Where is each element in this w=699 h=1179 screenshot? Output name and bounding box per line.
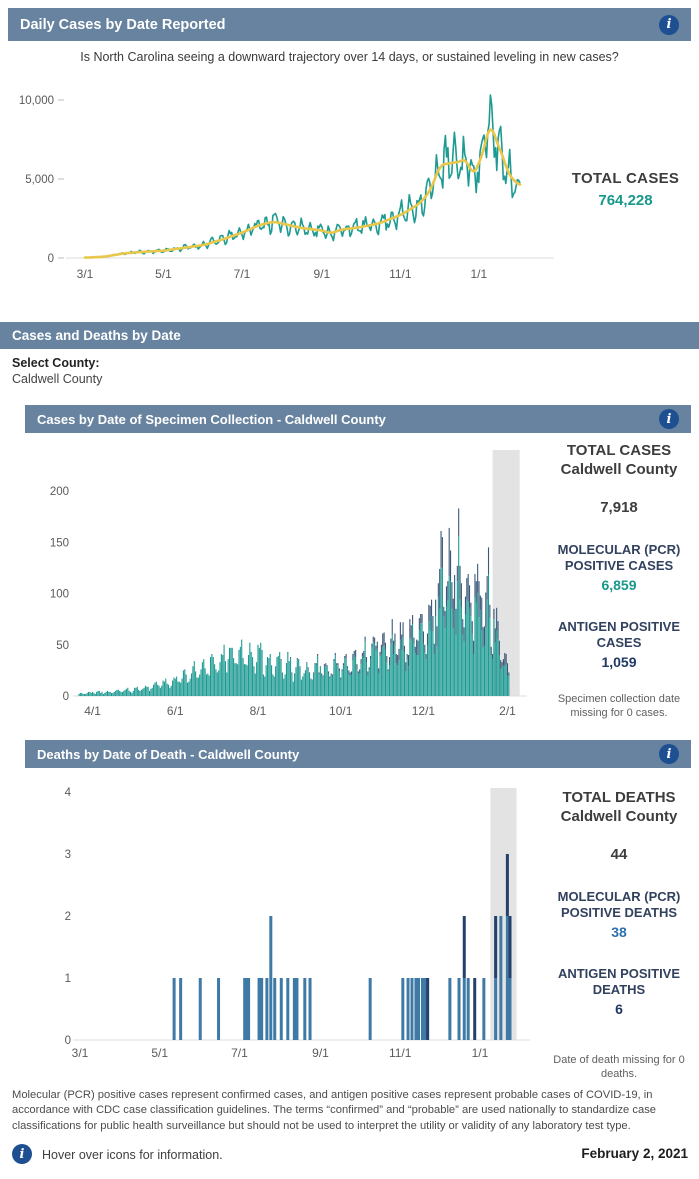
svg-text:12/1: 12/1 — [411, 704, 436, 718]
deaths-total-heading — [543, 788, 695, 826]
antigen-deaths-value: 6 — [615, 1001, 623, 1017]
section-header-cases-deaths — [0, 322, 699, 349]
panel-title-daily-cases: Daily Cases by Date Reported — [20, 16, 226, 33]
svg-text:9/1: 9/1 — [312, 1046, 329, 1060]
footer-disclaimer: Molecular (PCR) positive cases represent confirmed cases, and antigen positive cases represent probable cases of COVID-19, in accordance with CDC case classification guidelines. The terms “confirmed” and “probable” are used nationally to standardize case classifications for public health surveillance but should not be used to interpret the utility or validity of any laboratory test type. — [12, 1089, 657, 1132]
hover-note: Hover over icons for information. — [42, 1148, 223, 1162]
svg-text:10,000: 10,000 — [18, 95, 54, 107]
total-cases-block — [552, 170, 699, 209]
select-county-label: Select County: — [12, 356, 100, 370]
panel-header-daily-cases — [8, 8, 691, 41]
panel-title-deaths: Deaths by Date of Death - Caldwell County — [37, 746, 300, 762]
cases-total-value: 7,918 — [600, 499, 638, 516]
svg-text:50: 50 — [56, 639, 69, 652]
cases-total-heading — [543, 441, 695, 479]
info-icon-glyph: i — [19, 1146, 25, 1162]
svg-text:9/1: 9/1 — [313, 267, 331, 281]
info-icon-glyph: i — [666, 411, 672, 427]
deaths-county-label: Caldwell County — [560, 808, 678, 825]
deaths-total-label: TOTAL DEATHS — [562, 789, 676, 806]
footer-row — [0, 1142, 699, 1168]
pcr-cases-label: MOLECULAR (PCR) POSITIVE CASES — [557, 542, 681, 573]
deaths-missing-note: Date of death missing for 0 deaths. — [553, 1054, 685, 1080]
panel-title-cases-specimen: Cases by Date of Specimen Collection - Caldwell County — [37, 411, 386, 427]
antigen-cases-label: ANTIGEN POSITIVE CASES — [557, 619, 681, 650]
daily-cases-line-chart[interactable] — [8, 68, 558, 290]
info-icon[interactable] — [659, 15, 679, 35]
section-title: Cases and Deaths by Date — [12, 328, 181, 343]
info-icon-glyph: i — [666, 746, 672, 762]
svg-text:0: 0 — [47, 253, 54, 265]
svg-text:2/1: 2/1 — [499, 704, 516, 718]
report-date: February 2, 2021 — [581, 1146, 688, 1161]
total-cases-label: TOTAL CASES — [571, 170, 680, 187]
info-icon[interactable] — [659, 409, 679, 429]
svg-text:8/1: 8/1 — [249, 704, 267, 718]
deaths-bar-chart[interactable] — [25, 773, 540, 1073]
svg-text:7/1: 7/1 — [233, 267, 251, 281]
svg-text:7/1: 7/1 — [231, 1046, 248, 1060]
antigen-deaths-label: ANTIGEN POSITIVE DEATHS — [557, 966, 681, 997]
info-icon[interactable] — [659, 744, 679, 764]
svg-text:6/1: 6/1 — [166, 704, 184, 718]
svg-text:3: 3 — [64, 849, 71, 861]
svg-text:10/1: 10/1 — [329, 704, 353, 718]
selected-county-value[interactable]: Caldwell County — [12, 372, 103, 386]
info-icon-glyph: i — [666, 17, 672, 32]
cases-missing-note: Specimen collection date missing for 0 cases. — [557, 693, 681, 719]
county-selector — [12, 356, 102, 386]
svg-text:0: 0 — [64, 1035, 71, 1047]
svg-text:0: 0 — [62, 691, 69, 703]
svg-text:4/1: 4/1 — [84, 704, 101, 718]
cases-stats-block — [543, 441, 695, 720]
info-icon[interactable] — [12, 1144, 32, 1164]
chart-subtitle: Is North Carolina seeing a downward trajectory over 14 days, or sustained leveling in new cases? — [80, 50, 619, 64]
pcr-cases-value: 6,859 — [601, 577, 637, 593]
antigen-cases-value: 1,059 — [601, 654, 637, 670]
svg-text:3/1: 3/1 — [76, 267, 94, 281]
svg-text:3/1: 3/1 — [71, 1046, 89, 1060]
cases-total-label: TOTAL CASES — [566, 442, 672, 459]
svg-text:1/1: 1/1 — [470, 267, 488, 281]
svg-text:5/1: 5/1 — [155, 267, 172, 281]
deaths-stats-block — [543, 788, 695, 1081]
svg-text:4: 4 — [64, 787, 71, 799]
svg-text:11/1: 11/1 — [388, 1046, 412, 1060]
svg-text:5/1: 5/1 — [151, 1046, 169, 1060]
cases-specimen-bar-chart[interactable] — [25, 438, 540, 730]
pcr-deaths-label: MOLECULAR (PCR) POSITIVE DEATHS — [557, 889, 681, 920]
deaths-total-value: 44 — [610, 846, 628, 863]
svg-text:100: 100 — [49, 588, 69, 601]
svg-text:1/1: 1/1 — [471, 1046, 489, 1060]
svg-text:11/1: 11/1 — [389, 267, 412, 281]
total-cases-value: 764,228 — [598, 192, 653, 209]
cases-county-label: Caldwell County — [560, 461, 678, 478]
panel-header-cases-specimen — [25, 405, 691, 433]
panel-header-deaths — [25, 740, 691, 768]
svg-text:1: 1 — [64, 973, 71, 985]
svg-text:200: 200 — [49, 486, 69, 498]
svg-text:5,000: 5,000 — [25, 174, 54, 186]
svg-text:150: 150 — [49, 537, 69, 550]
svg-text:2: 2 — [64, 911, 71, 923]
pcr-deaths-value: 38 — [611, 924, 627, 940]
